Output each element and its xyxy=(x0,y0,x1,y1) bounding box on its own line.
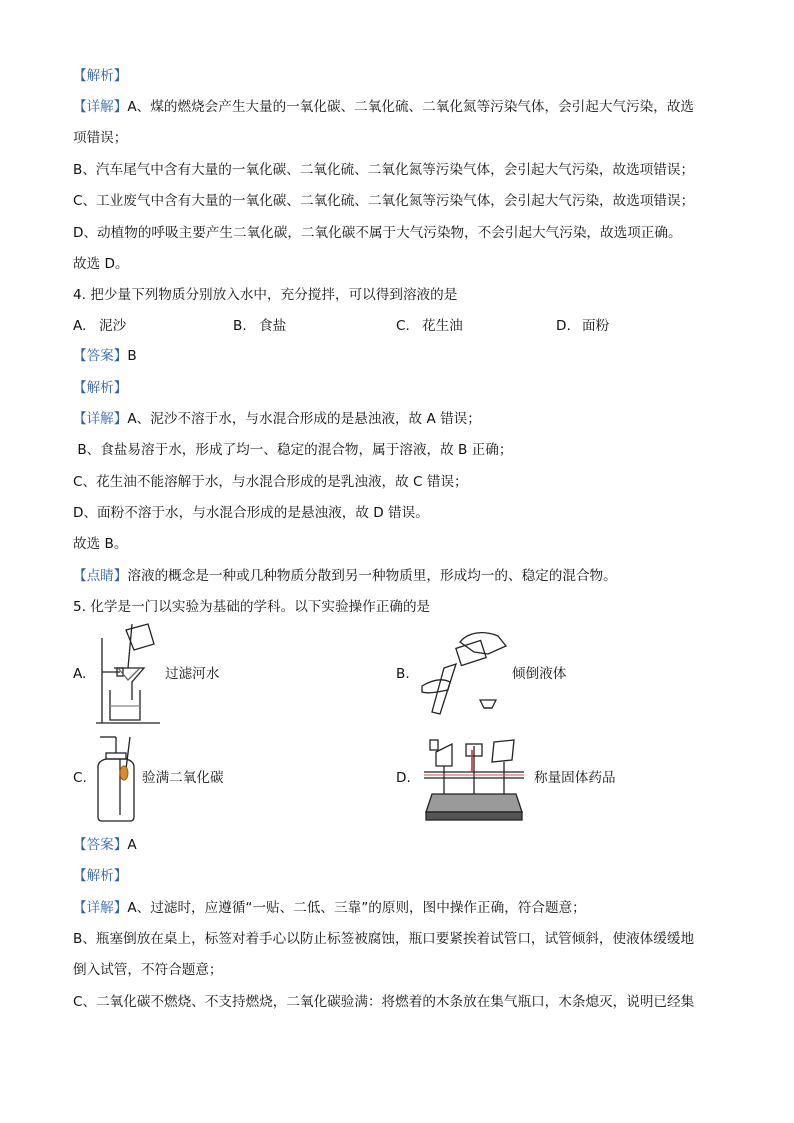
q4-choose: 故选 B。 xyxy=(73,536,128,552)
balance-scale-icon xyxy=(418,732,530,822)
q4-option-a: A. 泥沙 xyxy=(73,318,127,334)
pouring-liquid-icon xyxy=(418,628,510,718)
analysis-tag: 【解析】 xyxy=(73,380,128,396)
q4-option-b: B. 食盐 xyxy=(233,318,287,334)
q5-option-b-letter: B. xyxy=(396,666,410,682)
analysis-tag: 【解析】 xyxy=(73,68,128,84)
q5-option-d-letter: D. xyxy=(396,770,411,786)
q5-option-a-label: 过滤河水 xyxy=(165,666,220,682)
detail-line-d: D、动植物的呼吸主要产生二氧化碳，二氧化碳不属于大气污染物，不会引起大气污染，故选项正确。 xyxy=(73,225,682,241)
detail-tag: 【详解】 xyxy=(73,411,128,427)
gas-bottle-test-icon xyxy=(90,733,142,823)
q4-answer xyxy=(73,346,137,366)
answer-tag: 【答案】 xyxy=(73,348,128,364)
q4-option-d: D. 面粉 xyxy=(556,318,610,334)
q5-option-b-label: 倾倒液体 xyxy=(512,666,567,682)
detail-tag: 【详解】 xyxy=(73,99,128,115)
analysis-tag: 【解析】 xyxy=(73,868,128,884)
detail-tag: 【详解】 xyxy=(73,900,128,916)
choose-line: 故选 D。 xyxy=(73,256,129,272)
comment-tag: 【点睛】 xyxy=(73,568,128,584)
q5-option-a-letter: A. xyxy=(73,666,87,682)
detail-line-a-cont: 项错误； xyxy=(73,130,128,146)
q5-answer xyxy=(73,835,137,855)
filtration-apparatus-icon xyxy=(88,620,162,726)
detail-line-b: B、汽车尾气中含有大量的一氧化碳、二氧化硫、二氧化氮等污染气体，会引起大气污染，故选项错误； xyxy=(73,162,695,178)
detail-line-a xyxy=(73,97,694,117)
detail-line-c: C、工业废气中含有大量的一氧化碳、二氧化硫、二氧化氮等污染气体，会引起大气污染，故选项错误； xyxy=(73,193,695,209)
q5-option-c-label: 验满二氧化碳 xyxy=(142,770,224,786)
q5-option-c-letter: C. xyxy=(73,770,87,786)
q4-detail-c: C、花生油不能溶解于水，与水混合形成的是乳浊液，故 C 错误； xyxy=(73,474,468,490)
q5-detail-b: B、瓶塞倒放在桌上，标签对着手心以防止标签被腐蚀，瓶口要紧挨着试管口，试管倾斜，使液体缓缓地 xyxy=(73,931,695,947)
q4-detail-b: B、食盐易溶于水，形成了均一、稳定的混合物，属于溶液，故 B 正确； xyxy=(73,442,513,458)
q5-detail-c: C、二氧化碳不燃烧、不支持燃烧，二氧化碳验满：将燃着的木条放在集气瓶口，木条熄灭，说明已经集 xyxy=(73,994,695,1010)
q5-option-d-label: 称量固体药品 xyxy=(534,770,616,786)
detail-text: A、煤的燃烧会产生大量的一氧化碳、二氧化硫、二氧化氮等污染气体，会引起大气污染，故选 xyxy=(127,99,695,115)
q4-option-c: C. 花生油 xyxy=(396,318,463,334)
q5-detail-b-cont: 倒入试管，不符合题意； xyxy=(73,962,223,978)
answer-value: B xyxy=(127,348,137,364)
q4-comment: 【点睛】溶液的概念是一种或几种物质分散到另一种物质里，形成均一的、稳定的混合物。 xyxy=(73,568,617,584)
q5-detail-a: 【详解】A、过滤时，应遵循“一贴、二低、三靠”的原则，图中操作正确，符合题意； xyxy=(73,900,586,916)
question-4-stem: 4. 把少量下列物质分别放入水中，充分搅拌，可以得到溶液的是 xyxy=(73,287,458,303)
q4-detail-a: 【详解】A、泥沙不溶于水，与水混合形成的是悬浊液，故 A 错误； xyxy=(73,411,481,427)
question-5-stem: 5. 化学是一门以实验为基础的学科。以下实验操作正确的是 xyxy=(73,599,431,615)
q4-detail-d: D、面粉不溶于水，与水混合形成的是悬浊液，故 D 错误。 xyxy=(73,505,429,521)
answer-tag: 【答案】 xyxy=(73,837,128,853)
answer-value: A xyxy=(127,837,137,853)
